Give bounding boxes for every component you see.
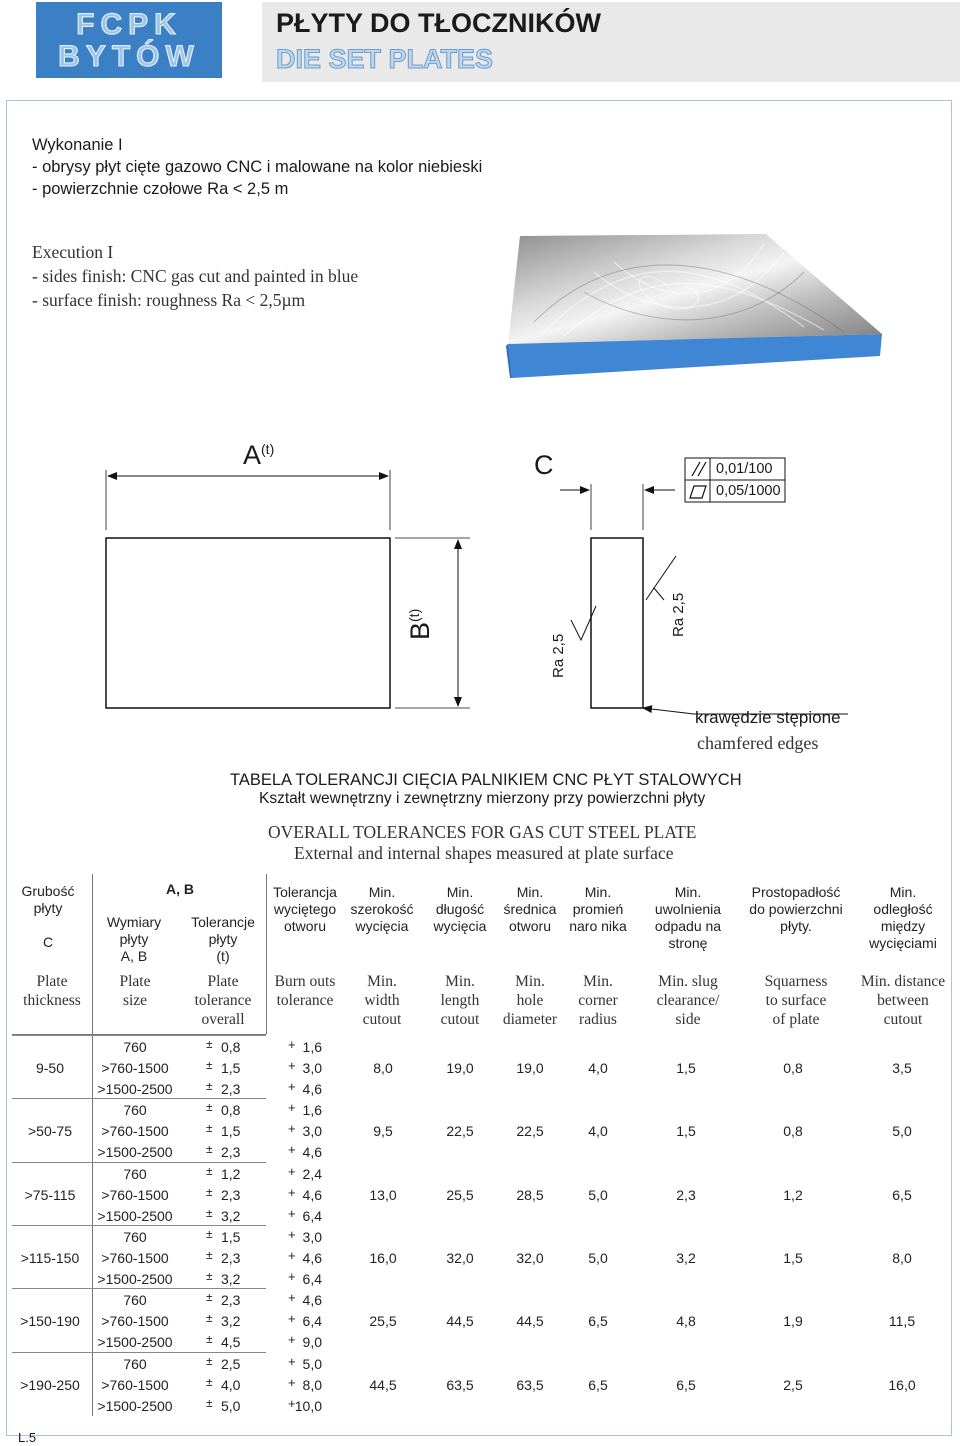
value-cell: 4,0 [588,1123,608,1140]
table-title-en: OVERALL TOLERANCES FOR GAS CUT STEEL PLATE [268,822,697,842]
plus-minus-sign: ± [206,1226,213,1241]
burn-tolerance-cell: 3,0 [302,1060,322,1076]
value-cell: 16,0 [888,1376,916,1393]
value-cell: 28,5 [516,1186,544,1203]
header-size-en: Plate size [119,973,151,1009]
header-min-hole-en: Min. hole diameter [502,973,558,1028]
plate-tolerance-cell: 5,0 [221,1397,241,1414]
plus-sign: + [288,1332,296,1348]
chamfer-note-en: chamfered edges [697,733,819,753]
burn-tolerance-cell: 9,0 [302,1334,322,1351]
plus-minus-sign: ± [206,1058,213,1072]
tolerance-parallel-value: 0,01/100 [716,461,773,477]
burn-tolerance-cell: 1,6 [302,1102,322,1119]
plate-tolerance-cell: 3,2 [221,1207,241,1224]
value-cell: 1,5 [783,1249,803,1266]
burn-tolerance-cell: 6,4 [302,1270,322,1287]
header-plate-tol-pl: Tolerancje płyty (t) [191,914,255,964]
size-cell: 760 [123,1355,147,1372]
plus-minus-sign: ± [206,1079,213,1093]
header-min-width-en: Min. width cutout [362,973,402,1028]
burn-tolerance-cell: 3,0 [302,1123,322,1140]
burn-tolerance-cell: 4,6 [302,1292,322,1309]
size-cell: 760 [123,1292,147,1309]
plus-minus-sign: ± [206,1100,213,1115]
logo-line1: FCPK [76,8,182,41]
plate-tolerance-cell: 0,8 [221,1102,241,1119]
plate-tolerance-cell: 2,3 [221,1186,241,1203]
size-cell: >760-1500 [101,1060,169,1076]
group-separator [12,1035,266,1036]
size-cell: >1500-2500 [97,1207,173,1224]
plate-tolerance-cell: 3,2 [221,1313,241,1330]
plus-sign: + [288,1374,296,1390]
value-cell: 0,8 [783,1123,803,1140]
plus-minus-sign: ± [206,1290,213,1305]
burn-tolerance-cell: 4,6 [302,1144,322,1161]
thickness-cell: >50-75 [28,1123,72,1140]
size-cell: >760-1500 [101,1186,169,1203]
plus-sign: + [288,1226,296,1242]
header-burn-tol-en: Burn outs tolerance [274,973,336,1009]
value-cell: 4,0 [588,1060,608,1076]
header-ab-group: A, B [166,881,194,897]
value-cell: 44,5 [446,1313,474,1330]
header-min-radius-pl: Min. promień naro nika [569,884,627,934]
header-min-width-pl: Min. szerokość wycięcia [350,884,414,934]
value-cell: 8,0 [892,1249,912,1266]
plus-sign: + [288,1290,296,1306]
thickness-cell: >150-190 [20,1313,80,1330]
plus-minus-sign: ± [206,1353,213,1368]
intro-pl-line-2: - powierzchnie czołowe Ra < 2,5 m [32,180,289,198]
plus-minus-sign: ± [206,1311,213,1326]
size-cell: >760-1500 [101,1376,169,1393]
size-cell: >1500-2500 [97,1334,173,1351]
plus-minus-sign: ± [206,1247,213,1262]
value-cell: 6,5 [588,1313,608,1330]
value-cell: 63,5 [446,1376,474,1393]
value-cell: 5,0 [588,1249,608,1266]
size-cell: >760-1500 [101,1249,169,1266]
value-cell: 4,8 [676,1313,696,1330]
intro-en-title: Execution I [32,242,114,262]
value-cell: 1,5 [676,1123,696,1140]
value-cell: 22,5 [446,1123,474,1140]
burn-tolerance-cell: 4,6 [302,1249,322,1266]
plus-minus-sign: ± [206,1268,213,1283]
plate-tolerance-cell: 0,8 [221,1039,241,1055]
value-cell: 1,2 [783,1186,803,1203]
value-cell: 6,5 [588,1376,608,1393]
plate-tolerance-cell: 4,5 [221,1334,241,1351]
size-cell: >760-1500 [101,1123,169,1140]
value-cell: 25,5 [446,1186,474,1203]
plate-tolerance-cell: 2,3 [221,1081,241,1097]
plate-tolerance-cell: 1,5 [221,1228,241,1245]
value-cell: 5,0 [588,1186,608,1203]
header-min-radius-en: Min. corner radius [578,973,618,1028]
plus-minus-sign: ± [206,1142,213,1157]
table-divider-v1 [92,874,93,1416]
value-cell: 1,9 [783,1313,803,1330]
dimension-c-label: C [534,450,554,480]
value-cell: 6,5 [892,1186,912,1203]
intro-en-line-1: - sides finish: CNC gas cut and painted in blue [32,266,359,286]
table-subtitle-en: External and internal shapes measured at plate surface [294,843,674,863]
plus-sign: + [288,1142,296,1158]
value-cell: 13,0 [369,1186,397,1203]
value-cell: 16,0 [369,1249,397,1266]
thickness-cell: 9-50 [35,1060,65,1076]
plate-tolerance-cell: 2,3 [221,1249,241,1266]
group-separator [12,1098,266,1099]
size-cell: 760 [123,1102,147,1119]
plate-tolerance-cell: 2,3 [221,1292,241,1309]
intro-en-line-2: - surface finish: roughness Ra < 2,5µm [32,290,306,310]
header-squareness-en: Squarness to surface of plate [764,973,828,1028]
value-cell: 2,5 [783,1376,803,1393]
plus-minus-sign: ± [206,1184,213,1199]
plus-minus-sign: ± [206,1205,213,1220]
header-plate-tol-en: Plate tolerance overall [194,973,252,1028]
tolerance-flatness-value: 0,05/1000 [716,483,781,499]
size-cell: 760 [123,1165,147,1182]
burn-tolerance-cell: 2,4 [302,1165,322,1182]
burn-tolerance-cell: 10,0 [294,1397,322,1414]
header-thickness-en: Plate thickness [23,973,81,1009]
plate-tolerance-cell: 3,2 [221,1270,241,1287]
burn-tolerance-cell: 1,6 [302,1039,322,1055]
burn-tolerance-cell: 4,6 [302,1186,322,1203]
plus-sign: + [288,1121,296,1137]
header-slug-pl: Min. uwolnienia odpadu na stronę [654,884,722,951]
plate-tolerance-cell: 4,0 [221,1376,241,1393]
value-cell: 2,3 [676,1186,696,1203]
plus-sign: + [288,1058,296,1073]
value-cell: 6,5 [676,1376,696,1393]
thickness-cell: >75-115 [24,1186,76,1203]
value-cell: 0,8 [783,1060,803,1076]
plus-sign: + [288,1268,296,1284]
value-cell: 19,0 [516,1060,544,1076]
plus-sign: + [288,1395,296,1411]
plate-tolerance-cell: 1,2 [221,1165,241,1182]
header-squareness-pl: Prostopadłość do powierzchni płyty. [749,884,843,934]
plus-sign: + [288,1037,296,1052]
plus-sign: + [288,1311,296,1327]
logo-line2: BYTÓW [58,40,200,73]
plus-sign: + [288,1100,296,1116]
header-distance-pl: Min. odległość między wycięciami [869,884,937,951]
burn-tolerance-cell: 6,4 [302,1207,322,1224]
value-cell: 25,5 [369,1313,397,1330]
size-cell: >1500-2500 [97,1397,173,1414]
burn-tolerance-cell: 4,6 [302,1081,322,1097]
value-cell: 44,5 [516,1313,544,1330]
roughness-label-2: Ra 2,5 [670,592,687,637]
size-cell: 760 [123,1228,147,1245]
intro-pl-line-1: - obrysy płyt cięte gazowo CNC i malowane na kolor niebieski [32,158,483,176]
table-title-pl: TABELA TOLERANCJI CIĘCIA PALNIKIEM CNC PŁYT STALOWYCH [230,771,742,789]
intro-pl-title: Wykonanie I [32,136,123,154]
value-cell: 32,0 [446,1249,474,1266]
header-min-length-pl: Min. długość wycięcia [433,884,487,934]
header-size-pl: Wymiary płyty A, B [106,914,162,964]
value-cell: 19,0 [446,1060,474,1076]
group-separator [12,1352,266,1353]
page-title-en: DIE SET PLATES [276,44,494,74]
roughness-label-1: Ra 2,5 [550,633,567,678]
thickness-cell: >115-150 [20,1249,80,1266]
plate-tolerance-cell: 1,5 [221,1060,241,1076]
table-divider-v2 [266,874,267,1034]
plus-sign: + [288,1247,296,1263]
plus-sign: + [288,1079,296,1094]
value-cell: 22,5 [516,1123,544,1140]
value-cell: 3,5 [892,1060,912,1076]
plus-sign: + [288,1184,296,1200]
group-separator [12,1162,266,1163]
plus-sign: + [288,1163,296,1179]
header-min-hole-pl: Min. średnica otworu [503,884,557,934]
plus-minus-sign: ± [206,1163,213,1178]
plus-minus-sign: ± [206,1332,213,1347]
value-cell: 32,0 [516,1249,544,1266]
value-cell: 9,5 [373,1123,393,1140]
thickness-cell: >190-250 [20,1376,80,1393]
burn-tolerance-cell: 8,0 [302,1376,322,1393]
size-cell: >760-1500 [101,1313,169,1330]
header-distance-en: Min. distance between cutout [860,973,946,1028]
value-cell: 11,5 [888,1313,916,1330]
plus-minus-sign: ± [206,1121,213,1136]
header-burn-tol-pl: Tolerancja wyciętego otworu [273,884,337,934]
size-cell: >1500-2500 [97,1144,173,1161]
plate-tolerance-cell: 2,3 [221,1144,241,1161]
burn-tolerance-cell: 3,0 [302,1228,322,1245]
burn-tolerance-cell: 6,4 [302,1313,322,1330]
chamfer-note-pl: krawędzie stępione [695,708,841,727]
value-cell: 63,5 [516,1376,544,1393]
header-min-length-en: Min. length cutout [440,973,480,1028]
dimension-b-label: $B^{(t)}$ [405,608,435,640]
value-cell: 3,2 [676,1249,696,1266]
dimension-a-label: $A^{(t)}$ [243,440,275,470]
page-number: L.5 [18,1430,37,1445]
group-separator [12,1225,266,1226]
size-cell: >1500-2500 [97,1270,173,1287]
plate-tolerance-cell: 1,5 [221,1123,241,1140]
header-slug-en: Min. slug clearance/ side [656,973,720,1028]
size-cell: 760 [123,1039,147,1055]
plus-minus-sign: ± [206,1374,213,1389]
plate-tolerance-cell: 2,5 [221,1355,241,1372]
plus-sign: + [288,1353,296,1369]
value-cell: 1,5 [676,1060,696,1076]
plus-sign: + [288,1205,296,1221]
value-cell: 5,0 [892,1123,912,1140]
plus-minus-sign: ± [206,1037,213,1051]
header-thickness-pl: Grubość płyty C [21,883,75,950]
group-separator [12,1288,266,1289]
burn-tolerance-cell: 5,0 [302,1355,322,1372]
plus-minus-sign: ± [206,1395,213,1410]
table-subtitle-pl: Kształt wewnętrzny i zewnętrzny mierzony przy powierzchni płyty [259,790,706,807]
value-cell: 44,5 [369,1376,397,1393]
page-title-pl: PŁYTY DO TŁOCZNIKÓW [276,8,601,38]
size-cell: >1500-2500 [97,1081,173,1097]
value-cell: 8,0 [373,1060,393,1076]
